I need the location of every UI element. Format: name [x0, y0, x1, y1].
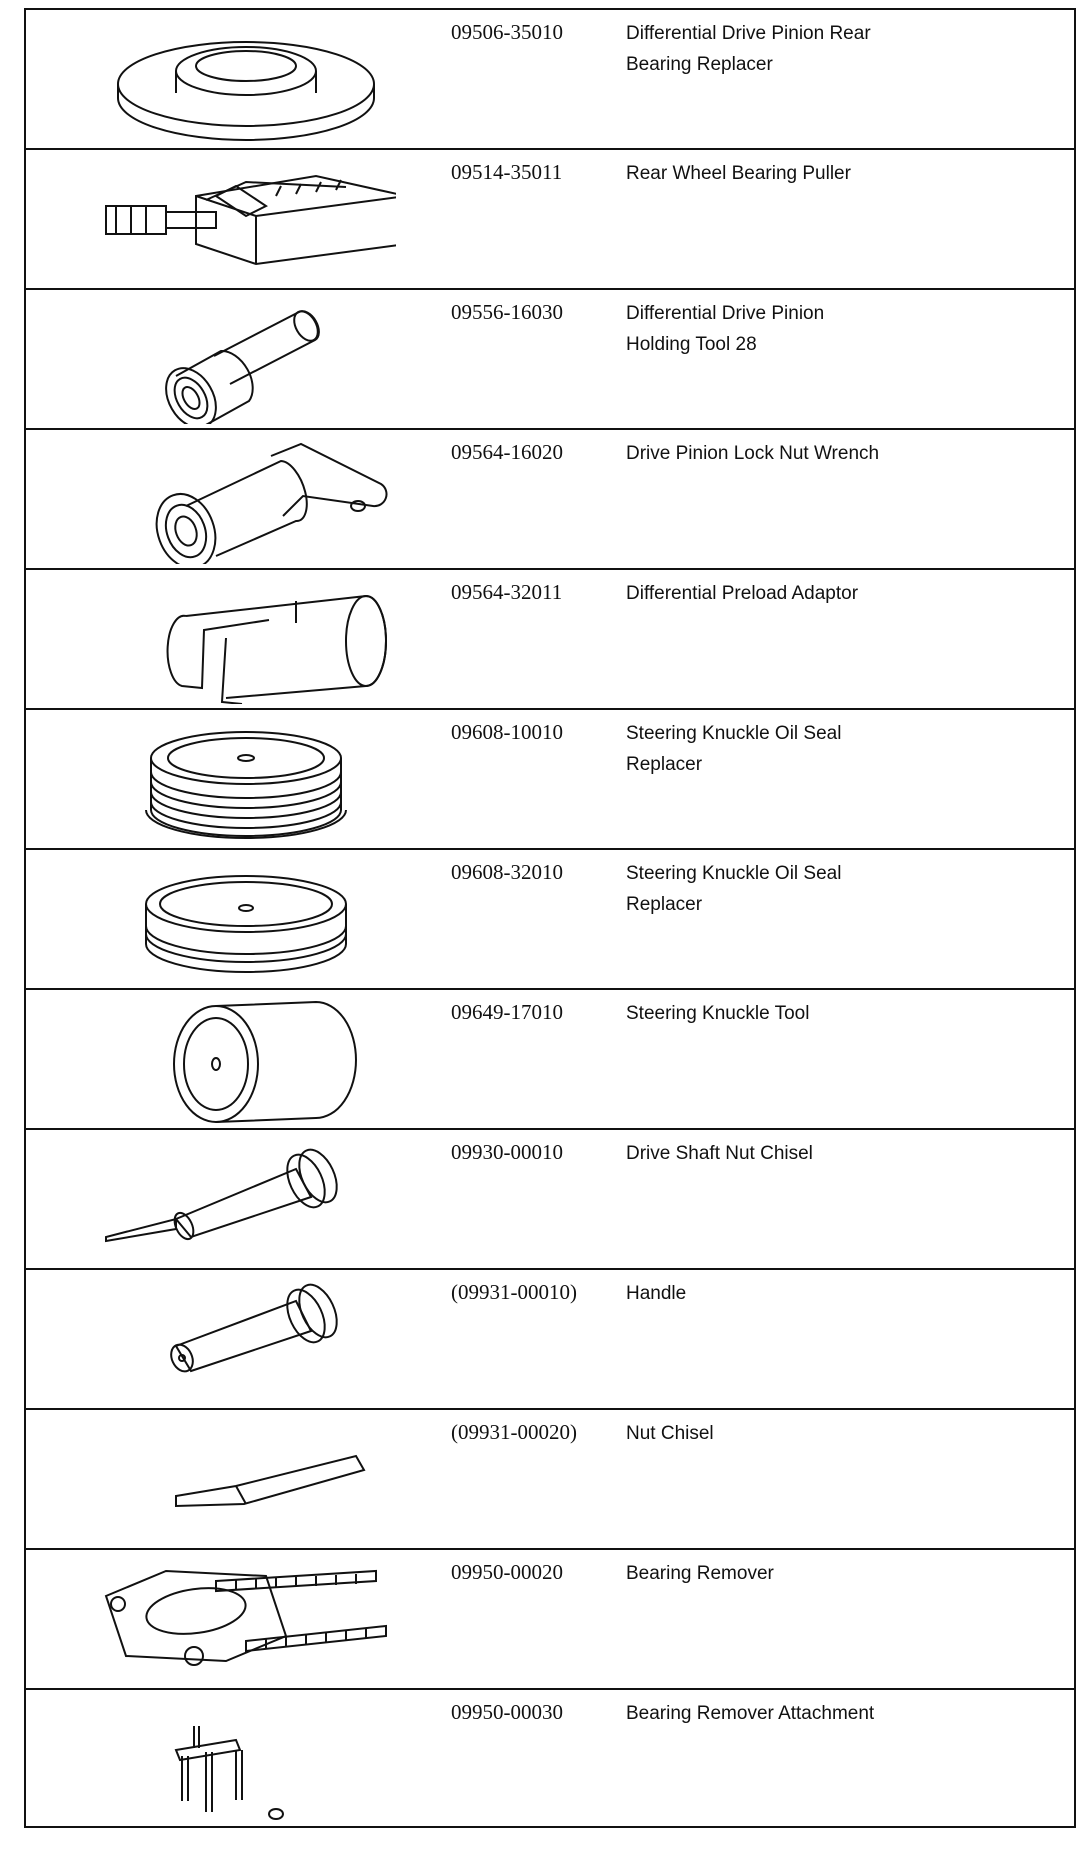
preload-adaptor-icon — [96, 576, 396, 704]
table-row — [26, 150, 1074, 290]
tool-name: Differential Drive Pinion Holding Tool 28 — [626, 303, 825, 355]
table-row — [26, 570, 1074, 710]
tool-name: Differential Drive Pinion Rear Bearing Replacer — [626, 23, 871, 75]
handle-icon — [96, 1276, 396, 1404]
table-row — [26, 1130, 1074, 1270]
part-number: 09564-16020 — [451, 440, 563, 464]
table-row — [26, 10, 1074, 150]
tool-name: Rear Wheel Bearing Puller — [626, 163, 851, 184]
bearing-puller-icon — [96, 156, 396, 284]
tool-name: Handle — [626, 1283, 687, 1304]
tool-name: Bearing Remover Attachment — [626, 1703, 875, 1724]
knuckle-tool-icon — [96, 996, 396, 1124]
tool-name: Steering Knuckle Oil Seal Replacer — [626, 863, 842, 915]
oil-seal-replacer-icon — [96, 856, 396, 984]
oil-seal-replacer-threaded-icon — [96, 716, 396, 844]
part-number: 09649-17010 — [451, 1000, 563, 1024]
part-number: 09564-32011 — [451, 580, 563, 604]
part-number: 09556-16030 — [451, 300, 563, 324]
part-number: 09950-00020 — [451, 1560, 563, 1584]
part-number: 09506-35010 — [451, 20, 563, 44]
nut-chisel-assembly-icon — [96, 1136, 396, 1264]
part-number: (09931-00020) — [451, 1420, 577, 1444]
part-number: 09608-10010 — [451, 720, 563, 744]
chisel-bit-icon — [96, 1416, 396, 1544]
tool-name: Steering Knuckle Tool — [626, 1003, 810, 1024]
tool-name: Steering Knuckle Oil Seal Replacer — [626, 723, 842, 775]
table-row — [26, 1270, 1074, 1410]
table-row — [26, 430, 1074, 570]
remover-attachment-icon — [96, 1696, 396, 1824]
tool-name: Bearing Remover — [626, 1563, 774, 1584]
table-row — [26, 1550, 1074, 1690]
lock-nut-wrench-icon — [96, 436, 396, 564]
tool-name: Drive Shaft Nut Chisel — [626, 1143, 813, 1164]
table-row — [26, 1690, 1074, 1830]
table-row — [26, 710, 1074, 850]
ring-replacer-icon — [96, 16, 396, 144]
tool-name: Drive Pinion Lock Nut Wrench — [626, 443, 880, 464]
part-number: 09608-32010 — [451, 860, 563, 884]
table-row — [26, 290, 1074, 430]
part-number: 09930-00010 — [451, 1140, 563, 1164]
tool-name: Differential Preload Adaptor — [626, 583, 859, 604]
part-number: 09950-00030 — [451, 1700, 563, 1724]
part-number: (09931-00010) — [451, 1280, 577, 1304]
table-row — [26, 850, 1074, 990]
table-row — [26, 1410, 1074, 1550]
tool-name: Nut Chisel — [626, 1423, 714, 1444]
bearing-remover-icon — [96, 1556, 396, 1684]
table-row — [26, 990, 1074, 1130]
part-number: 09514-35011 — [451, 160, 563, 184]
special-tools-table — [24, 8, 1076, 1828]
holding-tool-icon — [96, 296, 396, 424]
